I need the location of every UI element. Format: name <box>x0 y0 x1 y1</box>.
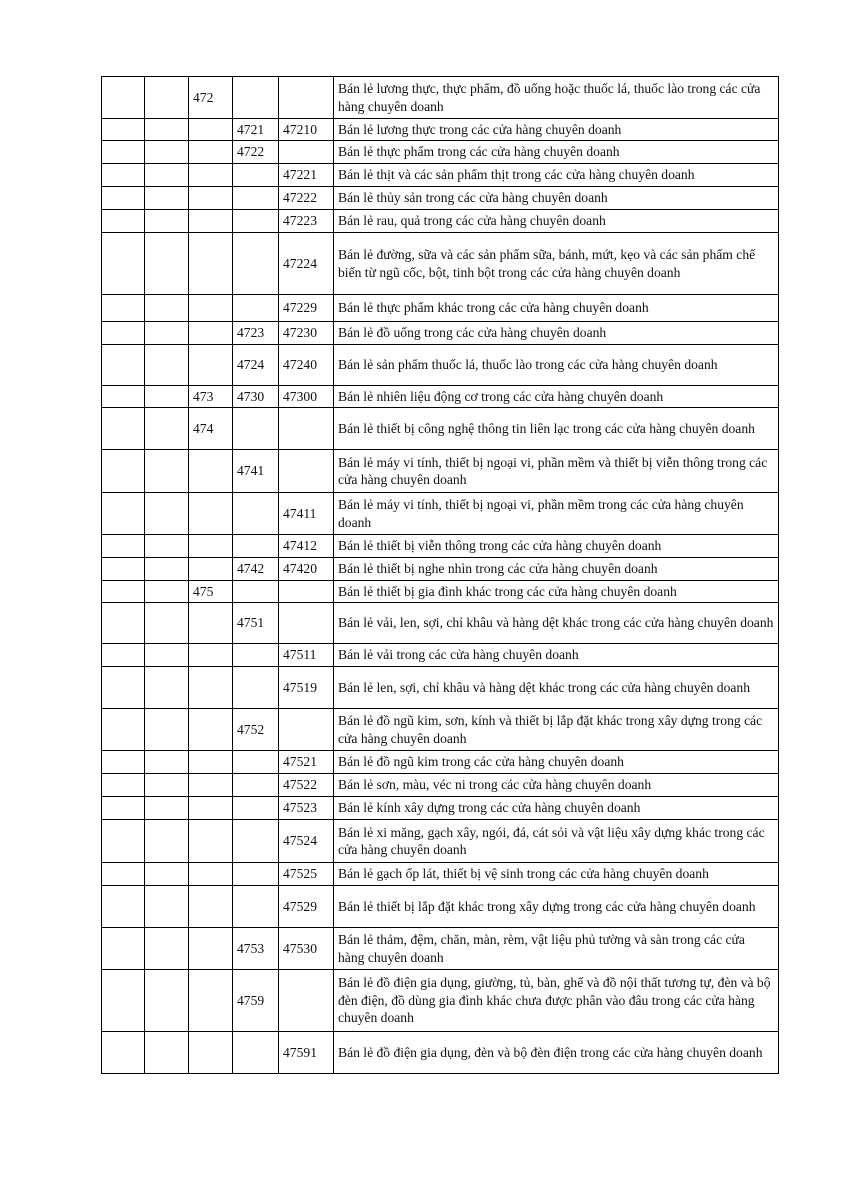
code-cell-c5 <box>279 581 334 603</box>
code-cell-c2 <box>145 187 189 210</box>
code-cell-c5 <box>279 450 334 493</box>
table-row <box>102 164 779 187</box>
description-cell: Bán lẻ xi măng, gạch xây, ngói, đá, cát sỏi và vật liệu xây dựng khác trong các cửa hàng chuyên doanh <box>334 820 779 863</box>
description-cell: Bán lẻ rau, quả trong các cửa hàng chuyên doanh <box>334 210 779 233</box>
description-cell: Bán lẻ kính xây dựng trong các cửa hàng chuyên doanh <box>334 797 779 820</box>
description-cell: Bán lẻ lương thực, thực phẩm, đồ uống hoặc thuốc lá, thuốc lào trong các cửa hàng chuyên doanh <box>334 77 779 119</box>
table-row <box>102 77 779 119</box>
code-cell-c2 <box>145 450 189 493</box>
code-cell-c4: 4741 <box>233 450 279 493</box>
code-cell-c4 <box>233 751 279 774</box>
code-cell-c4 <box>233 295 279 322</box>
code-cell-c3 <box>189 322 233 345</box>
code-cell-c4 <box>233 581 279 603</box>
description-cell: Bán lẻ máy vi tính, thiết bị ngoại vi, phần mềm và thiết bị viễn thông trong các cửa hàng chuyên doanh <box>334 450 779 493</box>
code-cell-c3: 474 <box>189 408 233 450</box>
code-cell-c5: 47224 <box>279 233 334 295</box>
code-cell-c2 <box>145 820 189 863</box>
table-row <box>102 709 779 751</box>
code-cell-c3: 473 <box>189 386 233 408</box>
code-cell-c3 <box>189 141 233 164</box>
code-cell-c1 <box>102 970 145 1032</box>
code-cell-c1 <box>102 667 145 709</box>
table-row <box>102 797 779 820</box>
code-cell-c1 <box>102 408 145 450</box>
code-cell-c5: 47519 <box>279 667 334 709</box>
code-cell-c2 <box>145 322 189 345</box>
code-cell-c5: 47420 <box>279 558 334 581</box>
code-cell-c2 <box>145 751 189 774</box>
code-cell-c3 <box>189 644 233 667</box>
table-row <box>102 386 779 408</box>
code-cell-c2 <box>145 603 189 644</box>
code-cell-c4: 4722 <box>233 141 279 164</box>
code-cell-c1 <box>102 164 145 187</box>
code-cell-c5: 47521 <box>279 751 334 774</box>
code-cell-c1 <box>102 774 145 797</box>
code-cell-c3 <box>189 886 233 928</box>
code-cell-c5 <box>279 141 334 164</box>
code-cell-c4: 4752 <box>233 709 279 751</box>
code-cell-c3 <box>189 1032 233 1074</box>
description-cell: Bán lẻ đồ ngũ kim trong các cửa hàng chuyên doanh <box>334 751 779 774</box>
table-row <box>102 644 779 667</box>
code-cell-c2 <box>145 581 189 603</box>
code-cell-c3 <box>189 603 233 644</box>
table-row <box>102 345 779 386</box>
table-row <box>102 535 779 558</box>
description-cell: Bán lẻ đồ điện gia dụng, đèn và bộ đèn điện trong các cửa hàng chuyên doanh <box>334 1032 779 1074</box>
code-cell-c3 <box>189 863 233 886</box>
code-cell-c1 <box>102 928 145 970</box>
code-cell-c3 <box>189 450 233 493</box>
code-cell-c5: 47221 <box>279 164 334 187</box>
code-cell-c2 <box>145 774 189 797</box>
code-cell-c2 <box>145 1032 189 1074</box>
table-row <box>102 187 779 210</box>
code-cell-c2 <box>145 667 189 709</box>
code-cell-c2 <box>145 644 189 667</box>
description-cell: Bán lẻ đồ ngũ kim, sơn, kính và thiết bị lắp đặt khác trong xây dựng trong các cửa hàng chuyên doanh <box>334 709 779 751</box>
table-row <box>102 774 779 797</box>
code-cell-c2 <box>145 210 189 233</box>
code-cell-c1 <box>102 1032 145 1074</box>
code-cell-c2 <box>145 928 189 970</box>
description-cell: Bán lẻ đồ uống trong các cửa hàng chuyên doanh <box>334 322 779 345</box>
description-cell: Bán lẻ thiết bị lắp đặt khác trong xây dựng trong các cửa hàng chuyên doanh <box>334 886 779 928</box>
description-cell: Bán lẻ nhiên liệu động cơ trong các cửa hàng chuyên doanh <box>334 386 779 408</box>
code-cell-c5: 47210 <box>279 119 334 141</box>
code-cell-c1 <box>102 345 145 386</box>
description-cell: Bán lẻ vải trong các cửa hàng chuyên doanh <box>334 644 779 667</box>
table-row <box>102 863 779 886</box>
industry-code-table <box>101 76 779 1074</box>
code-cell-c5: 47525 <box>279 863 334 886</box>
code-cell-c1 <box>102 210 145 233</box>
code-cell-c1 <box>102 644 145 667</box>
code-cell-c3 <box>189 119 233 141</box>
description-cell: Bán lẻ thiết bị viễn thông trong các cửa hàng chuyên doanh <box>334 535 779 558</box>
code-cell-c3: 472 <box>189 77 233 119</box>
code-cell-c2 <box>145 886 189 928</box>
code-cell-c1 <box>102 233 145 295</box>
code-cell-c3 <box>189 493 233 535</box>
code-cell-c3 <box>189 535 233 558</box>
code-cell-c5: 47222 <box>279 187 334 210</box>
code-cell-c1 <box>102 322 145 345</box>
code-cell-c2 <box>145 408 189 450</box>
code-cell-c1 <box>102 709 145 751</box>
code-cell-c5 <box>279 77 334 119</box>
table-row <box>102 322 779 345</box>
code-cell-c5 <box>279 709 334 751</box>
code-cell-c5: 47412 <box>279 535 334 558</box>
code-cell-c5: 47522 <box>279 774 334 797</box>
code-cell-c2 <box>145 386 189 408</box>
code-cell-c1 <box>102 751 145 774</box>
code-cell-c5: 47229 <box>279 295 334 322</box>
description-cell: Bán lẻ sản phẩm thuốc lá, thuốc lào trong các cửa hàng chuyên doanh <box>334 345 779 386</box>
description-cell: Bán lẻ đồ điện gia dụng, giường, tủ, bàn, ghế và đồ nội thất tương tự, đèn và bộ đèn điện, đồ dùng gia đình khác chưa được phân vào đâu trong các cửa hàng chuyên doanh <box>334 970 779 1032</box>
table-row <box>102 603 779 644</box>
code-cell-c4: 4730 <box>233 386 279 408</box>
description-cell: Bán lẻ lương thực trong các cửa hàng chuyên doanh <box>334 119 779 141</box>
code-cell-c3 <box>189 970 233 1032</box>
code-cell-c2 <box>145 797 189 820</box>
table-row <box>102 450 779 493</box>
code-cell-c5 <box>279 408 334 450</box>
description-cell: Bán lẻ vải, len, sợi, chỉ khâu và hàng dệt khác trong các cửa hàng chuyên doanh <box>334 603 779 644</box>
code-cell-c4 <box>233 644 279 667</box>
table-row <box>102 928 779 970</box>
code-cell-c3 <box>189 295 233 322</box>
table-row <box>102 233 779 295</box>
table-row <box>102 295 779 322</box>
description-cell: Bán lẻ thủy sản trong các cửa hàng chuyên doanh <box>334 187 779 210</box>
description-cell: Bán lẻ thiết bị nghe nhìn trong các cửa hàng chuyên doanh <box>334 558 779 581</box>
code-cell-c1 <box>102 886 145 928</box>
code-cell-c4 <box>233 233 279 295</box>
code-cell-c3 <box>189 774 233 797</box>
code-cell-c4 <box>233 493 279 535</box>
description-cell: Bán lẻ đường, sữa và các sản phẩm sữa, bánh, mứt, kẹo và các sản phẩm chế biến từ ngũ cốc, bột, tinh bột trong các cửa hàng chuyên doanh <box>334 233 779 295</box>
code-cell-c1 <box>102 386 145 408</box>
code-cell-c5: 47524 <box>279 820 334 863</box>
code-cell-c1 <box>102 558 145 581</box>
code-cell-c3 <box>189 709 233 751</box>
code-cell-c1 <box>102 581 145 603</box>
code-cell-c2 <box>145 345 189 386</box>
code-cell-c2 <box>145 141 189 164</box>
code-cell-c3 <box>189 928 233 970</box>
code-cell-c3 <box>189 210 233 233</box>
code-cell-c4: 4759 <box>233 970 279 1032</box>
code-cell-c3 <box>189 667 233 709</box>
code-cell-c2 <box>145 970 189 1032</box>
code-cell-c1 <box>102 141 145 164</box>
table-row <box>102 493 779 535</box>
table-row <box>102 558 779 581</box>
code-cell-c5 <box>279 603 334 644</box>
code-cell-c5: 47511 <box>279 644 334 667</box>
table-row <box>102 667 779 709</box>
code-cell-c1 <box>102 863 145 886</box>
code-cell-c1 <box>102 119 145 141</box>
code-cell-c4: 4753 <box>233 928 279 970</box>
table-row <box>102 119 779 141</box>
code-cell-c1 <box>102 450 145 493</box>
table-row <box>102 408 779 450</box>
code-cell-c1 <box>102 77 145 119</box>
code-cell-c4: 4724 <box>233 345 279 386</box>
code-cell-c4 <box>233 886 279 928</box>
code-cell-c2 <box>145 558 189 581</box>
description-cell: Bán lẻ len, sợi, chỉ khâu và hàng dệt khác trong các cửa hàng chuyên doanh <box>334 667 779 709</box>
code-cell-c1 <box>102 493 145 535</box>
code-cell-c4 <box>233 408 279 450</box>
description-cell: Bán lẻ thiết bị công nghệ thông tin liên lạc trong các cửa hàng chuyên doanh <box>334 408 779 450</box>
code-cell-c3 <box>189 345 233 386</box>
code-cell-c5: 47530 <box>279 928 334 970</box>
table-row <box>102 210 779 233</box>
code-cell-c1 <box>102 535 145 558</box>
code-cell-c4 <box>233 164 279 187</box>
table-row <box>102 1032 779 1074</box>
code-cell-c2 <box>145 164 189 187</box>
code-cell-c2 <box>145 233 189 295</box>
code-cell-c2 <box>145 709 189 751</box>
table-row <box>102 886 779 928</box>
code-cell-c4 <box>233 187 279 210</box>
code-cell-c4 <box>233 774 279 797</box>
code-cell-c4 <box>233 77 279 119</box>
code-cell-c3 <box>189 751 233 774</box>
code-cell-c4 <box>233 535 279 558</box>
code-cell-c5: 47300 <box>279 386 334 408</box>
code-cell-c4: 4723 <box>233 322 279 345</box>
code-cell-c2 <box>145 295 189 322</box>
table-row <box>102 820 779 863</box>
code-cell-c3 <box>189 820 233 863</box>
code-cell-c4: 4751 <box>233 603 279 644</box>
code-cell-c2 <box>145 493 189 535</box>
code-cell-c3: 475 <box>189 581 233 603</box>
description-cell: Bán lẻ thảm, đệm, chăn, màn, rèm, vật liệu phủ tường và sàn trong các cửa hàng chuyên doanh <box>334 928 779 970</box>
code-cell-c2 <box>145 535 189 558</box>
code-cell-c4: 4742 <box>233 558 279 581</box>
table-row <box>102 970 779 1032</box>
code-cell-c5: 47230 <box>279 322 334 345</box>
code-cell-c5: 47240 <box>279 345 334 386</box>
description-cell: Bán lẻ thiết bị gia đình khác trong các cửa hàng chuyên doanh <box>334 581 779 603</box>
code-cell-c2 <box>145 77 189 119</box>
code-cell-c3 <box>189 558 233 581</box>
description-cell: Bán lẻ máy vi tính, thiết bị ngoại vi, phần mềm trong các cửa hàng chuyên doanh <box>334 493 779 535</box>
code-cell-c4 <box>233 863 279 886</box>
code-cell-c4 <box>233 1032 279 1074</box>
description-cell: Bán lẻ sơn, màu, véc ni trong các cửa hàng chuyên doanh <box>334 774 779 797</box>
code-cell-c5: 47529 <box>279 886 334 928</box>
description-cell: Bán lẻ thực phẩm khác trong các cửa hàng chuyên doanh <box>334 295 779 322</box>
table-row <box>102 581 779 603</box>
code-cell-c4 <box>233 797 279 820</box>
table-row <box>102 751 779 774</box>
code-cell-c1 <box>102 295 145 322</box>
table-body <box>102 77 779 1074</box>
code-cell-c1 <box>102 820 145 863</box>
code-cell-c1 <box>102 603 145 644</box>
code-cell-c4 <box>233 210 279 233</box>
code-cell-c2 <box>145 119 189 141</box>
code-cell-c5 <box>279 970 334 1032</box>
code-cell-c5: 47223 <box>279 210 334 233</box>
code-cell-c5: 47591 <box>279 1032 334 1074</box>
code-cell-c3 <box>189 797 233 820</box>
code-cell-c2 <box>145 863 189 886</box>
code-cell-c5: 47523 <box>279 797 334 820</box>
code-cell-c5: 47411 <box>279 493 334 535</box>
table-row <box>102 141 779 164</box>
code-cell-c1 <box>102 797 145 820</box>
description-cell: Bán lẻ thực phẩm trong các cửa hàng chuyên doanh <box>334 141 779 164</box>
description-cell: Bán lẻ thịt và các sản phẩm thịt trong các cửa hàng chuyên doanh <box>334 164 779 187</box>
code-cell-c3 <box>189 233 233 295</box>
code-cell-c4 <box>233 667 279 709</box>
description-cell: Bán lẻ gạch ốp lát, thiết bị vệ sinh trong các cửa hàng chuyên doanh <box>334 863 779 886</box>
code-cell-c4: 4721 <box>233 119 279 141</box>
code-cell-c3 <box>189 187 233 210</box>
code-cell-c3 <box>189 164 233 187</box>
code-cell-c1 <box>102 187 145 210</box>
code-cell-c4 <box>233 820 279 863</box>
